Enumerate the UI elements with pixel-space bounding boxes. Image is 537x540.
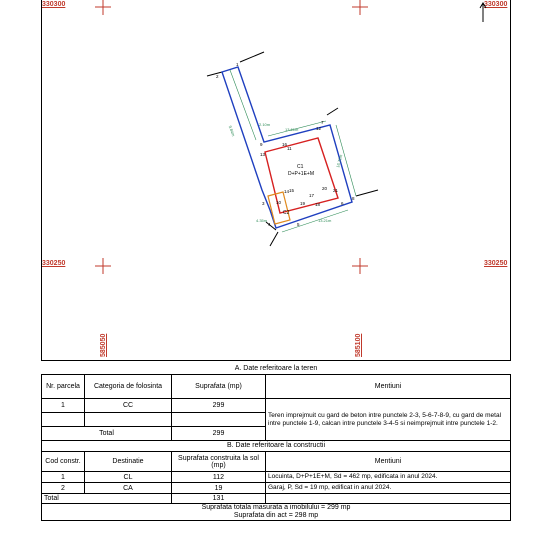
coord-mid-left: 330250 <box>42 260 66 267</box>
table-cell: 19 <box>172 483 266 494</box>
north-arrow-icon <box>480 3 486 22</box>
svg-text:2.10m: 2.10m <box>259 122 271 127</box>
total-label: Total <box>42 494 172 504</box>
coord-top-left: 330300 <box>42 1 66 8</box>
coord-bottom-right: 585100 <box>355 333 362 357</box>
coord-bottom-left: 585050 <box>100 333 107 357</box>
section-b-title: B. Date referitoare la constructii <box>41 441 511 451</box>
garage-label: C2 <box>283 210 290 216</box>
svg-text:14: 14 <box>284 189 290 194</box>
svg-text:9: 9 <box>260 142 263 147</box>
construction-table <box>41 451 511 504</box>
table-cell: CA <box>85 483 172 494</box>
table-cell: 1 <box>42 399 85 413</box>
total-value: 299 <box>172 427 266 441</box>
table-cell: 1 <box>42 472 85 483</box>
act-area-line: Suprafata din act = 298 mp <box>233 512 319 519</box>
table-cell: 299 <box>172 399 266 413</box>
svg-text:13.61m: 13.61m <box>285 127 299 132</box>
col-nr-parcela: Nr. parcela <box>42 375 85 399</box>
svg-text:17: 17 <box>309 193 315 198</box>
table-cell: Locuinta, D+P+1E+M, Sd = 462 mp, edificata in anul 2024. <box>266 472 511 483</box>
col-suprafata-sol: Suprafata construita la sol (mp) <box>172 452 266 472</box>
svg-text:20: 20 <box>322 186 328 191</box>
col-destinatie: Destinatie <box>85 452 172 472</box>
svg-text:19: 19 <box>300 201 306 206</box>
svg-text:12: 12 <box>316 126 322 131</box>
table-cell: 2 <box>42 483 85 494</box>
building-desc: D+P+1E+M <box>288 171 314 177</box>
land-table <box>41 374 511 441</box>
col-cod-constr: Cod constr. <box>42 452 85 472</box>
coord-mid-right: 330250 <box>484 260 508 267</box>
svg-text:8: 8 <box>352 196 355 201</box>
svg-text:21: 21 <box>333 188 339 193</box>
table-cell: CL <box>85 472 172 483</box>
land-mentiuni: Teren imprejmuit cu gard de beton intre punctele 2-3, 5-6-7-8-9, cu gard de metal intre punctele 1-9, calcan intre punctele 3-4-5 si neimprejmuit intre punctele 1-2. <box>266 399 511 441</box>
svg-text:3: 3 <box>262 201 265 206</box>
svg-text:1: 1 <box>236 62 239 67</box>
total-label: Total <box>42 427 172 441</box>
table-cell: Garaj, P, Sd = 19 mp, edificat in anul 2024. <box>266 483 511 494</box>
svg-text:4.35m: 4.35m <box>256 218 268 223</box>
svg-text:13.21m: 13.21m <box>318 218 332 223</box>
footer-box <box>41 504 511 521</box>
total-value: 131 <box>172 494 266 504</box>
col-mentiuni: Mentiuni <box>266 375 511 399</box>
svg-text:11: 11 <box>287 146 292 151</box>
section-a-title: A. Date referitoare la teren <box>234 365 318 372</box>
svg-text:16: 16 <box>282 142 288 147</box>
building-label: C1 <box>297 164 304 170</box>
coord-top-right: 330300 <box>484 1 508 8</box>
svg-text:5: 5 <box>297 222 300 227</box>
table-cell: CC <box>85 399 172 413</box>
total-area-line: Suprafata totala masurata a imobilului = 299 mp <box>201 504 351 511</box>
neighbour-lines <box>207 52 378 246</box>
svg-text:10: 10 <box>276 200 282 205</box>
svg-text:6: 6 <box>341 201 344 206</box>
svg-text:13: 13 <box>260 152 266 157</box>
svg-text:16.72m: 16.72m <box>335 153 344 169</box>
svg-text:4: 4 <box>268 222 271 227</box>
svg-text:9.84m: 9.84m <box>227 124 237 138</box>
svg-text:7: 7 <box>321 120 324 125</box>
col-suprafata: Suprafata (mp) <box>172 375 266 399</box>
svg-text:18: 18 <box>315 202 321 207</box>
table-cell: 112 <box>172 472 266 483</box>
col-categoria: Categoria de folosinta <box>85 375 172 399</box>
col-mentiuni: Mentiuni <box>266 452 511 472</box>
svg-text:2: 2 <box>216 74 219 79</box>
svg-text:15: 15 <box>289 188 295 193</box>
data-tables <box>41 364 511 521</box>
